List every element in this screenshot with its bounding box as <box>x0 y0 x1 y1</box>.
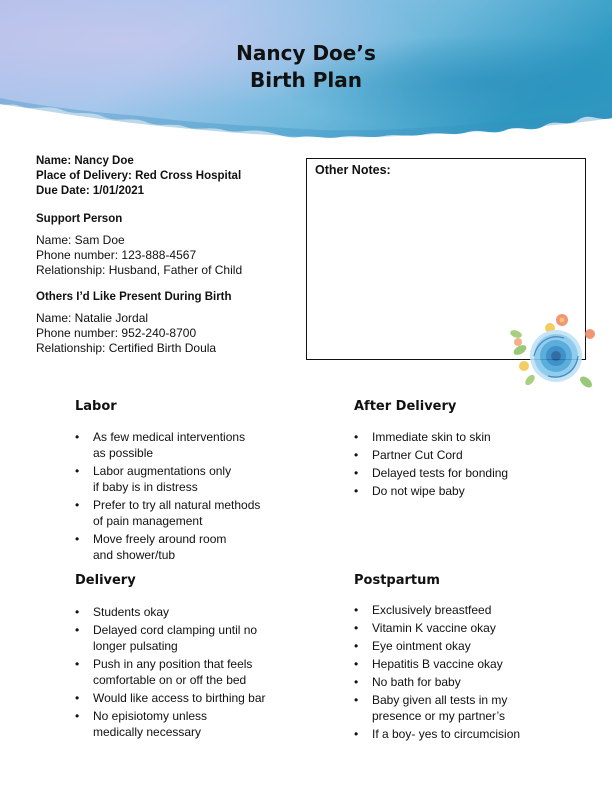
list-item-line: • Labor augmentations only <box>93 464 232 478</box>
after-delivery-title: After Delivery <box>354 399 457 414</box>
list-item <box>354 656 574 672</box>
list-item <box>354 638 574 654</box>
list-item-line: • Would like access to birthing bar <box>93 691 266 705</box>
others-present-relationship: Relationship: Certified Birth Doula <box>36 341 217 355</box>
list-item-line: • Delayed cord clamping until no <box>93 623 258 637</box>
list-item-line: presence or my partner’s <box>372 709 505 723</box>
list-item-line: • Delayed tests for bonding <box>372 466 509 480</box>
list-item <box>75 708 295 740</box>
labor-title: Labor <box>75 399 117 414</box>
support-person-relationship: Relationship: Husband, Father of Child <box>36 263 243 277</box>
list-item-line: • Eye ointment okay <box>372 639 471 653</box>
after-delivery-list <box>354 429 574 501</box>
mother-name: Name: Nancy Doe <box>36 155 134 167</box>
list-item-line: • Push in any position that feels <box>93 657 253 671</box>
list-item <box>75 497 295 529</box>
list-item-line: • Vitamin K vaccine okay <box>372 621 496 635</box>
other-notes-title: Other Notes: <box>315 163 391 177</box>
list-item-line: • Students okay <box>93 605 170 619</box>
support-person-heading: Support Person <box>36 213 123 225</box>
list-item-line: of pain management <box>93 514 203 528</box>
delivery-title: Delivery <box>75 573 136 588</box>
list-item <box>75 690 295 706</box>
mother-details <box>36 154 241 199</box>
list-item-line: • No episiotomy unless <box>93 709 208 723</box>
list-item <box>354 620 574 636</box>
list-item <box>75 429 295 461</box>
postpartum-list <box>354 602 574 744</box>
support-person-phone: Phone number: 123-888-4567 <box>36 248 197 262</box>
list-item <box>354 674 574 690</box>
list-item-line: longer pulsating <box>93 639 178 653</box>
list-item <box>354 483 574 499</box>
due-date: Due Date: 1/01/2021 <box>36 185 145 197</box>
others-present-phone: Phone number: 952-240-8700 <box>36 326 197 340</box>
list-item <box>354 465 574 481</box>
list-item-line: and shower/tub <box>93 548 176 562</box>
flower-illustration <box>506 310 602 402</box>
list-item <box>75 463 295 495</box>
list-item-line: • Baby given all tests in my <box>372 693 508 707</box>
list-item <box>354 429 574 445</box>
list-item-line: comfortable on or off the bed <box>93 673 247 687</box>
delivery-list <box>75 604 295 742</box>
list-item <box>354 602 574 618</box>
list-item-line: medically necessary <box>93 725 202 739</box>
others-present-section <box>36 290 232 356</box>
list-item-line: • Do not wipe baby <box>372 484 465 498</box>
list-item-line: • Prefer to try all natural methods <box>93 498 261 512</box>
title-line-2: Birth Plan <box>250 68 362 92</box>
list-item <box>354 692 574 724</box>
title-line-1: Nancy Doe’s <box>236 41 376 65</box>
support-person-name: Name: Sam Doe <box>36 233 125 247</box>
place-of-delivery: Place of Delivery: Red Cross Hospital <box>36 170 242 182</box>
others-present-name: Name: Natalie Jordal <box>36 311 149 325</box>
list-item-line: • As few medical interventions <box>93 430 246 444</box>
list-item <box>75 604 295 620</box>
labor-list <box>75 429 295 565</box>
list-item-line: • If a boy- yes to circumcision <box>372 727 521 741</box>
list-item-line: • No bath for baby <box>372 675 461 689</box>
list-item <box>75 656 295 688</box>
support-person-section <box>36 212 242 278</box>
page-title <box>0 40 612 94</box>
list-item <box>75 622 295 654</box>
list-item-line: • Partner Cut Cord <box>372 448 463 462</box>
list-item-line: if baby is in distress <box>93 480 198 494</box>
list-item <box>354 726 574 742</box>
list-item-line: • Hepatitis B vaccine okay <box>372 657 503 671</box>
list-item <box>354 447 574 463</box>
list-item-line: as possible <box>93 446 154 460</box>
list-item-line: • Exclusively breastfeed <box>372 603 492 617</box>
postpartum-title: Postpartum <box>354 573 440 588</box>
list-item <box>75 531 295 563</box>
list-item-line: • Immediate skin to skin <box>372 430 491 444</box>
list-item-line: • Move freely around room <box>93 532 227 546</box>
others-present-heading: Others I’d Like Present During Birth <box>36 291 232 303</box>
